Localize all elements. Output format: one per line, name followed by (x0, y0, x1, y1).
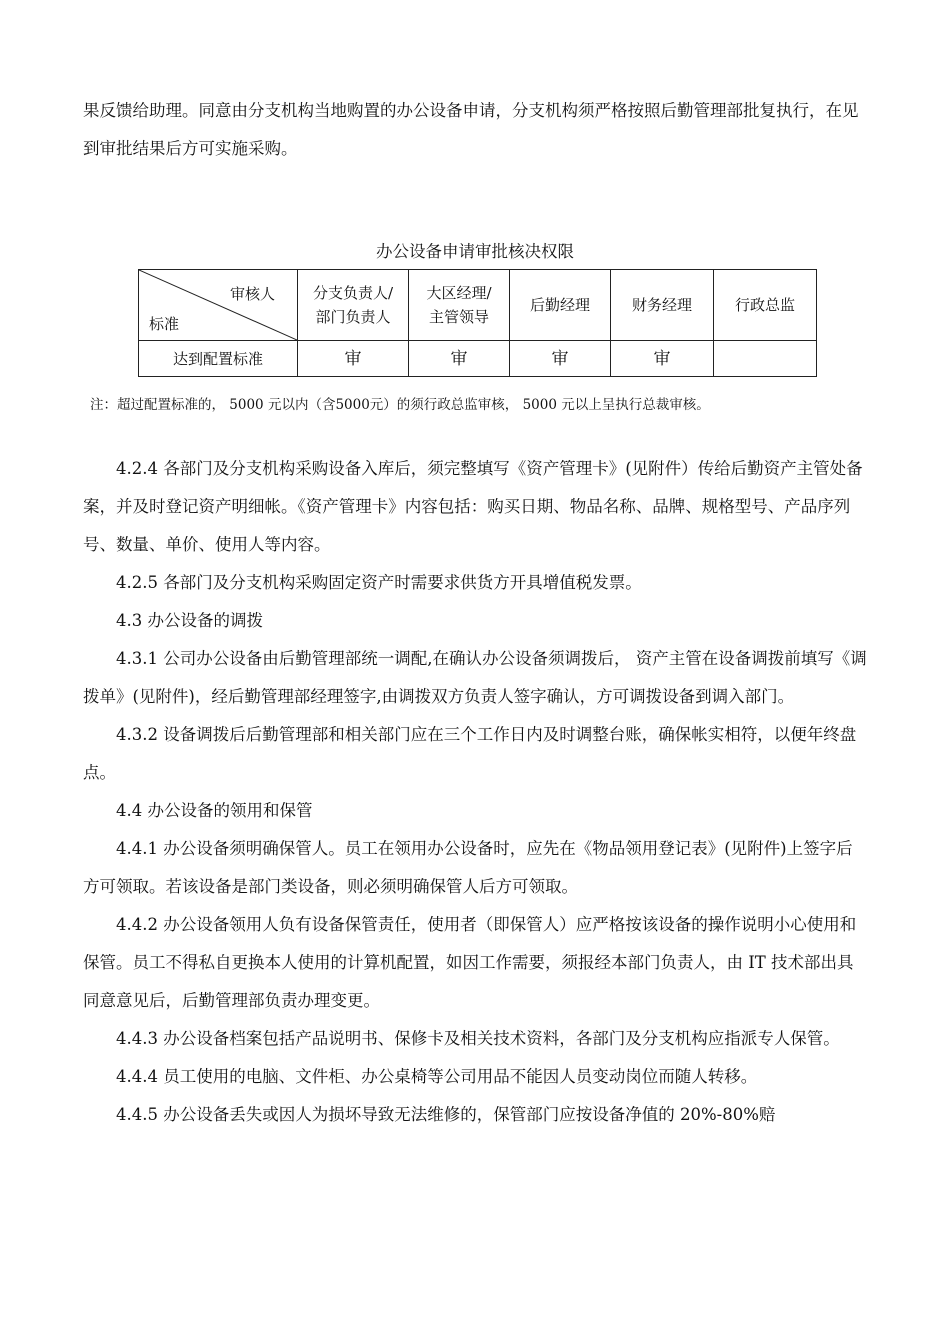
paragraph-4-4-5: 4.4.5 办公设备丢失或因人为损坏导致无法维修的，保管部门应按设备净值的 20%-80%赔 (116, 1105, 776, 1124)
header-cell: 财务经理 (611, 270, 714, 341)
header-line: 大区经理/ (426, 284, 492, 302)
top-paragraph: 果反馈给助理。同意由分支机构当地购置的办公设备申请，分支机构须严格按照后勤管理部批复执行，在见到审批结果后方可实施采购。 (83, 101, 859, 158)
paragraph-4-4-3: 4.4.3 办公设备档案包括产品说明书、保修卡及相关技术资料，各部门及分支机构应指派专人保管。 (116, 1029, 840, 1048)
header-cell (409, 270, 510, 341)
approval-cell: 审 (510, 341, 611, 377)
paragraph-4-4-1: 4.4.1 办公设备须明确保管人。员工在领用办公设备时，应先在《物品领用登记表》(见附件)上签字后方可领取。若该设备是部门类设备，则必须明确保管人后方可领取。 (83, 839, 853, 896)
approval-cell: 审 (611, 341, 714, 377)
body-paragraphs (83, 450, 867, 1134)
diagonal-header-cell (139, 270, 298, 341)
approval-cell (714, 341, 817, 377)
approval-table (138, 269, 817, 377)
paragraph-4-4-4: 4.4.4 员工使用的电脑、文件柜、办公桌椅等公司用品不能因人员变动岗位而随人转移。 (116, 1067, 758, 1086)
header-cell: 行政总监 (714, 270, 817, 341)
paragraph-4-3-2: 4.3.2 设备调拨后后勤管理部和相关部门应在三个工作日内及时调整台账，确保帐实相符，以便年终盘点。 (83, 725, 857, 782)
approval-cell: 审 (409, 341, 510, 377)
section-heading-4-3: 4.3 办公设备的调拨 (116, 611, 263, 630)
corner-reviewer-label: 审核人 (229, 285, 275, 303)
table-header-row (139, 270, 817, 341)
table-note: 注：超过配置标准的， 5000 元以内（含5000元）的须行政总监审核， 5000 元以上呈执行总裁审核。 (90, 397, 710, 413)
header-line: 主管领导 (428, 308, 489, 326)
corner-standard-label: 标准 (149, 315, 180, 333)
table-caption: 办公设备申请审批核决权限 (376, 242, 574, 261)
section-heading-4-4: 4.4 办公设备的领用和保管 (116, 801, 313, 820)
approval-cell: 审 (298, 341, 409, 377)
paragraph-4-3-1: 4.3.1 公司办公设备由后勤管理部统一调配,在确认办公设备须调拨后， 资产主管在设备调拨前填写《调拨单》(见附件)，经后勤管理部经理签字,由调拨双方负责人签字确认，方可调拨设备到调入部门。 (83, 649, 867, 706)
header-line: 分支负责人/ (312, 284, 394, 302)
paragraph-4-4-2: 4.4.2 办公设备领用人负有设备保管责任，使用者（即保管人）应严格按该设备的操作说明小心使用和保管。员工不得私自更换本人使用的计算机配置，如因工作需要，须报经本部门负责人，由 IT 技术部出具同意意见后，后勤管理部负责办理变更。 (83, 915, 857, 1010)
table-row (139, 341, 817, 377)
row-label: 达到配置标准 (139, 341, 298, 377)
header-line: 部门负责人 (315, 308, 391, 326)
paragraph-4-2-5: 4.2.5 各部门及分支机构采购固定资产时需要求供货方开具增值税发票。 (116, 573, 642, 592)
paragraph-4-2-4: 4.2.4 各部门及分支机构采购设备入库后，须完整填写《资产管理卡》(见附件）传给后勤资产主管处备案，并及时登记资产明细帐。《资产管理卡》内容包括：购买日期、物品名称、品牌、规格型号、产品序列号、数量、单价、使用人等内容。 (83, 459, 863, 554)
header-cell (298, 270, 409, 341)
header-cell: 后勤经理 (510, 270, 611, 341)
